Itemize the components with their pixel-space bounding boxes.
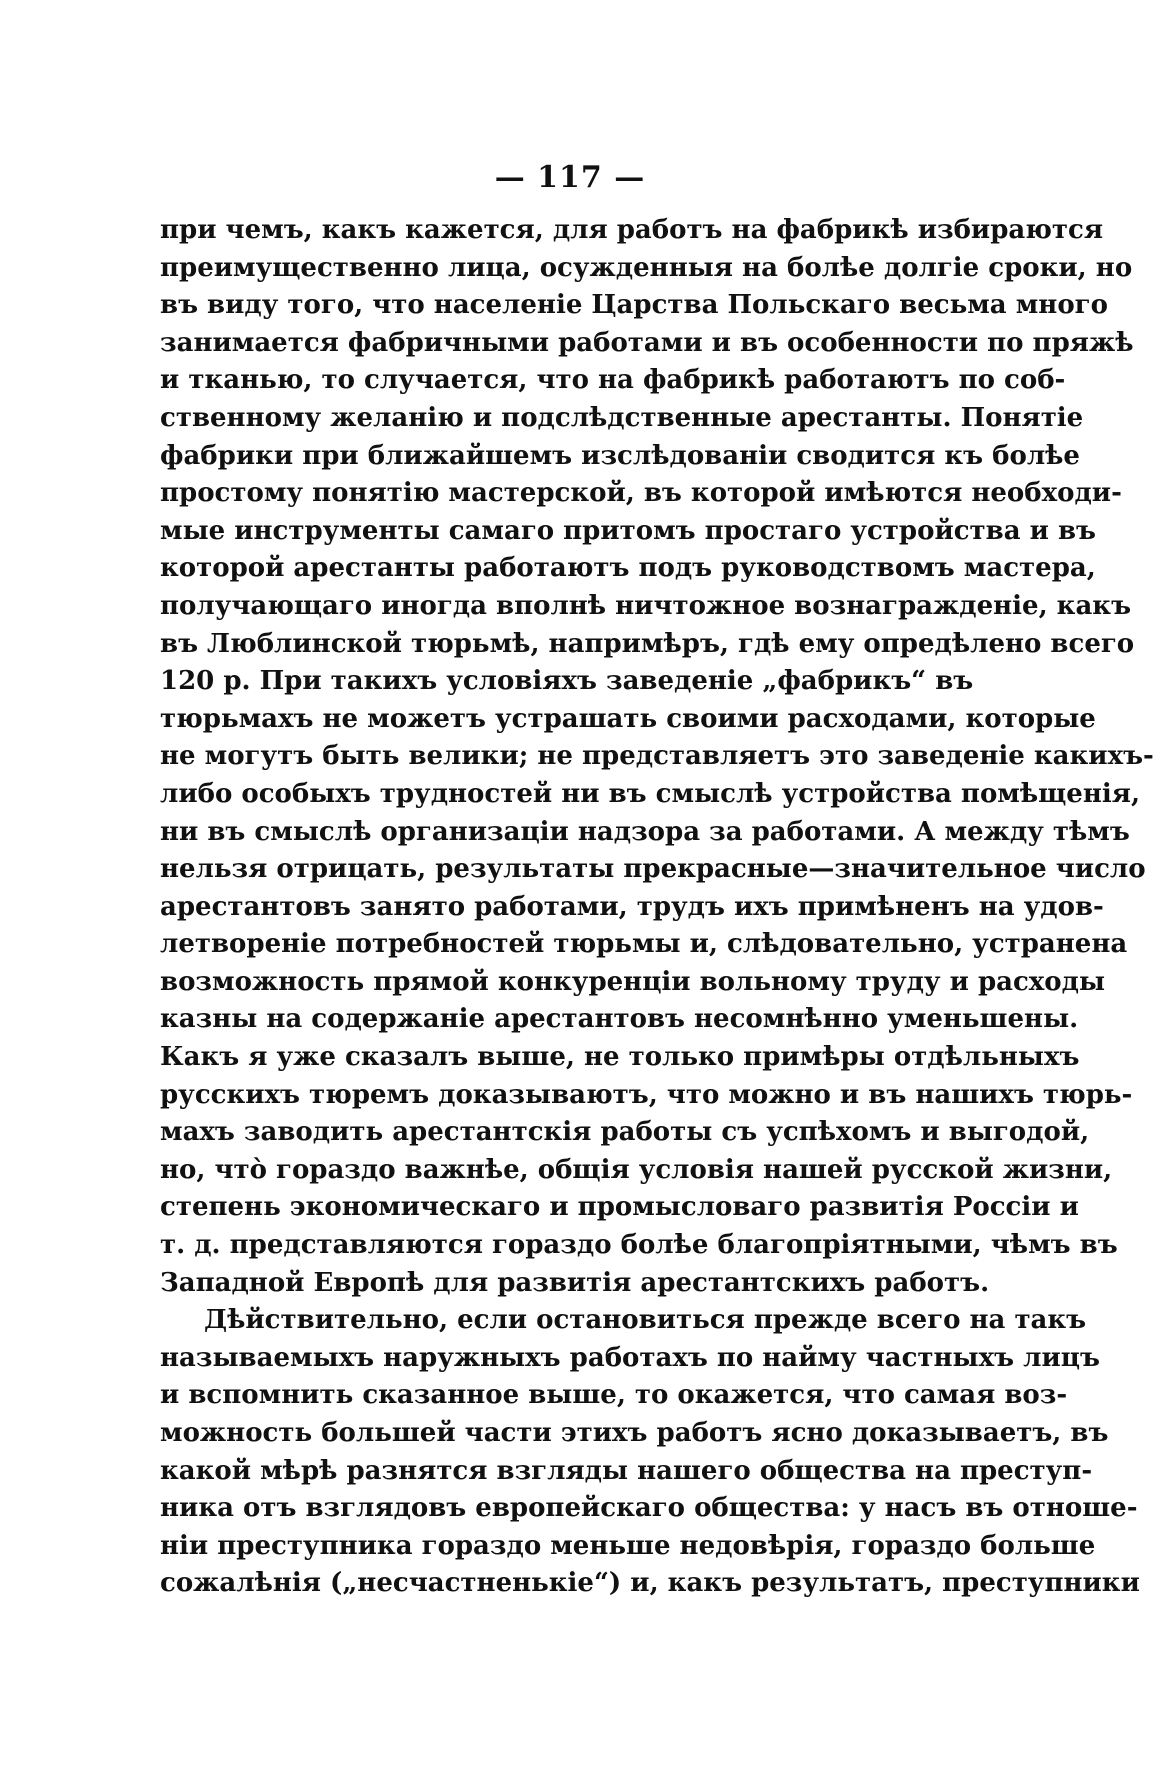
text-line: преимущественно лица, осужденныя на болѣе долгіе сроки, но: [160, 252, 1133, 283]
text-line: ственному желанію и подслѣдственные арестанты. Понятіе: [160, 402, 1084, 433]
text-line: какой мѣрѣ разнятся взгляды нашего общества на преступ-: [160, 1455, 1093, 1486]
text-line: тюрьмахъ не можетъ устрашать своими расходами, которые: [160, 703, 1096, 734]
text-line: въ Люблинской тюрьмѣ, напримѣръ, гдѣ ему опредѣлено всего: [160, 628, 1135, 659]
text-line: либо особыхъ трудностей ни въ смыслѣ устройства помѣщенія,: [160, 778, 1141, 809]
text-line: мые инструменты самаго притомъ простаго устройства и въ: [160, 515, 1096, 546]
text-line: арестантовъ занято работами, трудъ ихъ примѣненъ на удов-: [160, 891, 1104, 922]
text-line: называемыхъ наружныхъ работахъ по найму частныхъ лицъ: [160, 1342, 1100, 1373]
text-line: казны на содержаніе арестантовъ несомнѣнно уменьшены.: [160, 1004, 1079, 1035]
page-number: — 117 —: [494, 160, 646, 195]
text-line: которой арестанты работаютъ подъ руководствомъ мастера,: [160, 553, 1096, 584]
text-line: не могутъ быть велики; не представляетъ это заведеніе какихъ-: [160, 741, 1154, 772]
text-line: возможность прямой конкуренціи вольному труду и расходы: [160, 966, 1106, 997]
text-line: получающаго иногда вполнѣ ничтожное вознагражденіе, какъ: [160, 590, 1132, 621]
text-line: Западной Европѣ для развитія арестантскихъ работъ.: [160, 1267, 990, 1298]
text-line: летвореніе потребностей тюрьмы и, слѣдовательно, устранена: [160, 929, 1128, 960]
text-line: махъ заводить арестантскія работы съ успѣхомъ и выгодой,: [160, 1117, 1090, 1148]
text-line: ни въ смыслѣ организаціи надзора за работами. А между тѣмъ: [160, 816, 1130, 847]
text-line: сожалѣнія („несчастненькіе“) и, какъ результатъ, преступники: [160, 1568, 1140, 1599]
text-line: 120 р. При такихъ условіяхъ заведеніе „фабрикъ“ въ: [160, 666, 974, 697]
text-line: и тканью, то случается, что на фабрикѣ работаютъ по соб-: [160, 365, 1066, 396]
text-line: можность большей части этихъ работъ ясно доказываетъ, въ: [160, 1418, 1109, 1448]
text-line: Какъ я уже сказалъ выше, не только примѣры отдѣльныхъ: [160, 1042, 1080, 1073]
body-text: [160, 212, 1154, 1603]
text-line: русскихъ тюремъ доказываютъ, что можно и въ нашихъ тюрь-: [160, 1079, 1133, 1110]
text-line: ника отъ взглядовъ европейскаго общества: у насъ въ отноше-: [160, 1493, 1138, 1524]
text-line: при чемъ, какъ кажется, для работъ на фабрикѣ избираются: [160, 215, 1104, 245]
text-line: въ виду того, что населеніе Царства Польскаго весьма много: [160, 290, 1108, 321]
paragraph-start-line: Дѣйствительно, если остановиться прежде всего на такъ: [204, 1305, 1087, 1336]
text-line: т. д. представляются гораздо болѣе благопріятными, чѣмъ въ: [160, 1230, 1118, 1261]
text-line: простому понятію мастерской, въ которой имѣются необходи-: [160, 478, 1122, 509]
text-line: фабрики при ближайшемъ изслѣдованіи сводится къ болѣе: [160, 440, 1080, 471]
text-line: степень экономическаго и промысловаго развитія Россіи и: [160, 1192, 1079, 1223]
text-line: и вспомнить сказанное выше, то окажется, что самая воз-: [160, 1380, 1068, 1411]
text-line: нельзя отрицать, результаты прекрасные—значительное число: [160, 854, 1146, 885]
text-line: ніи преступника гораздо меньше недовѣрія, гораздо больше: [160, 1530, 1096, 1561]
text-line: но, что̀ гораздо важнѣе, общія условія нашей русской жизни,: [160, 1154, 1113, 1185]
text-line: занимается фабричными работами и въ особенности по пряжѣ: [160, 327, 1134, 358]
